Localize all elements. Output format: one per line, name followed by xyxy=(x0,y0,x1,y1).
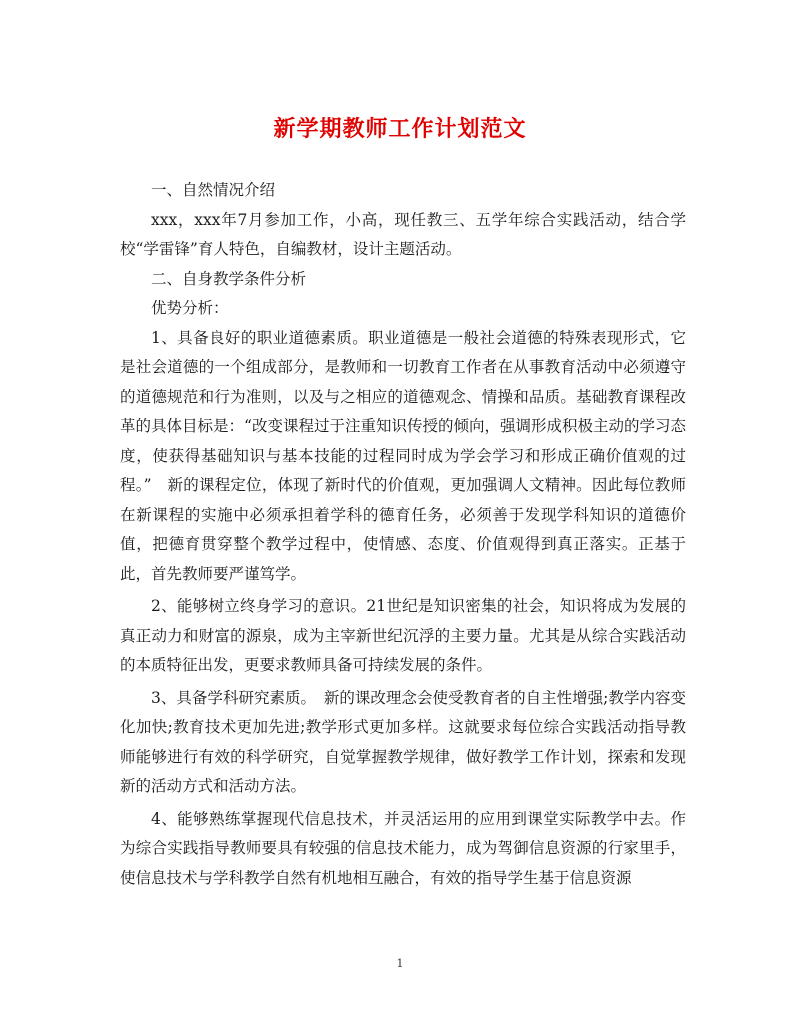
paragraph-natural-situation: xxx，xxx年7月参加工作，小高，现任教三、五学年综合实践活动，结合学校“学雷锋”育人特色，自编教材，设计主题活动。 xyxy=(120,210,686,258)
document-body xyxy=(120,176,686,893)
document-title: 新学期教师工作计划范文 xyxy=(273,116,527,142)
section-heading-teaching-conditions: 二、自身教学条件分析 xyxy=(151,269,307,288)
paragraph-point-2: 2、能够树立终身学习的意识。21世纪是知识密集的社会，知识将成为发展的真正动力和财富的源泉，成为主宰新世纪沉浮的主要力量。尤其是从综合实践活动的本质特征出发，更要求教师具备可持续发展的条件。 xyxy=(120,597,686,674)
paragraph-point-3: 3、具备学科研究素质。 新的课改理念会使受教育者的自主性增强;教学内容变化加快;教育技术更加先进;教学形式更加多样。这就要求每位综合实践活动指导教师能够进行有效的科学研究，自觉掌握教学规律，做好教学工作计划，探索和发现新的活动方式和活动方法。 xyxy=(120,688,686,795)
advantages-label: 优势分析： xyxy=(151,299,229,317)
page-number: 1 xyxy=(396,957,404,970)
paragraph-point-4: 4、能够熟练掌握现代信息技术，并灵活运用的应用到课堂实际教学中去。作为综合实践指导教师要具有较强的信息技术能力，成为驾御信息资源的行家里手，使信息技术与学科教学自然有机地相互融合，有效的指导学生基于信息资源 xyxy=(120,809,686,887)
paragraph-point-1: 1、具备良好的职业道德素质。职业道德是一般社会道德的特殊表现形式，它是社会道德的一个组成部分，是教师和一切教育工作者在从事教育活动中必须遵守的道德规范和行为准则，以及与之相应的道德观念、情操和品质。基础教育课程改革的具体目标是：“改变课程过于注重知识传授的倾向，强调形成积极主动的学习态度，使获得基础知识与基本技能的过程同时成为学会学习和形成正确价值观的过程。” 新的课程定位，体现了新时代的价值观，更加强调人文精神。因此每位教师在新课程的实施中必须承担着学科的德育任务，必须善于发现学科知识的道德价值，把德育贯穿整个教学过程中，使情感、态度、价值观得到真正落实。正基于此，首先教师要严谨笃学。 xyxy=(120,328,686,583)
section-heading-natural-situation: 一、自然情况介绍 xyxy=(151,181,276,199)
